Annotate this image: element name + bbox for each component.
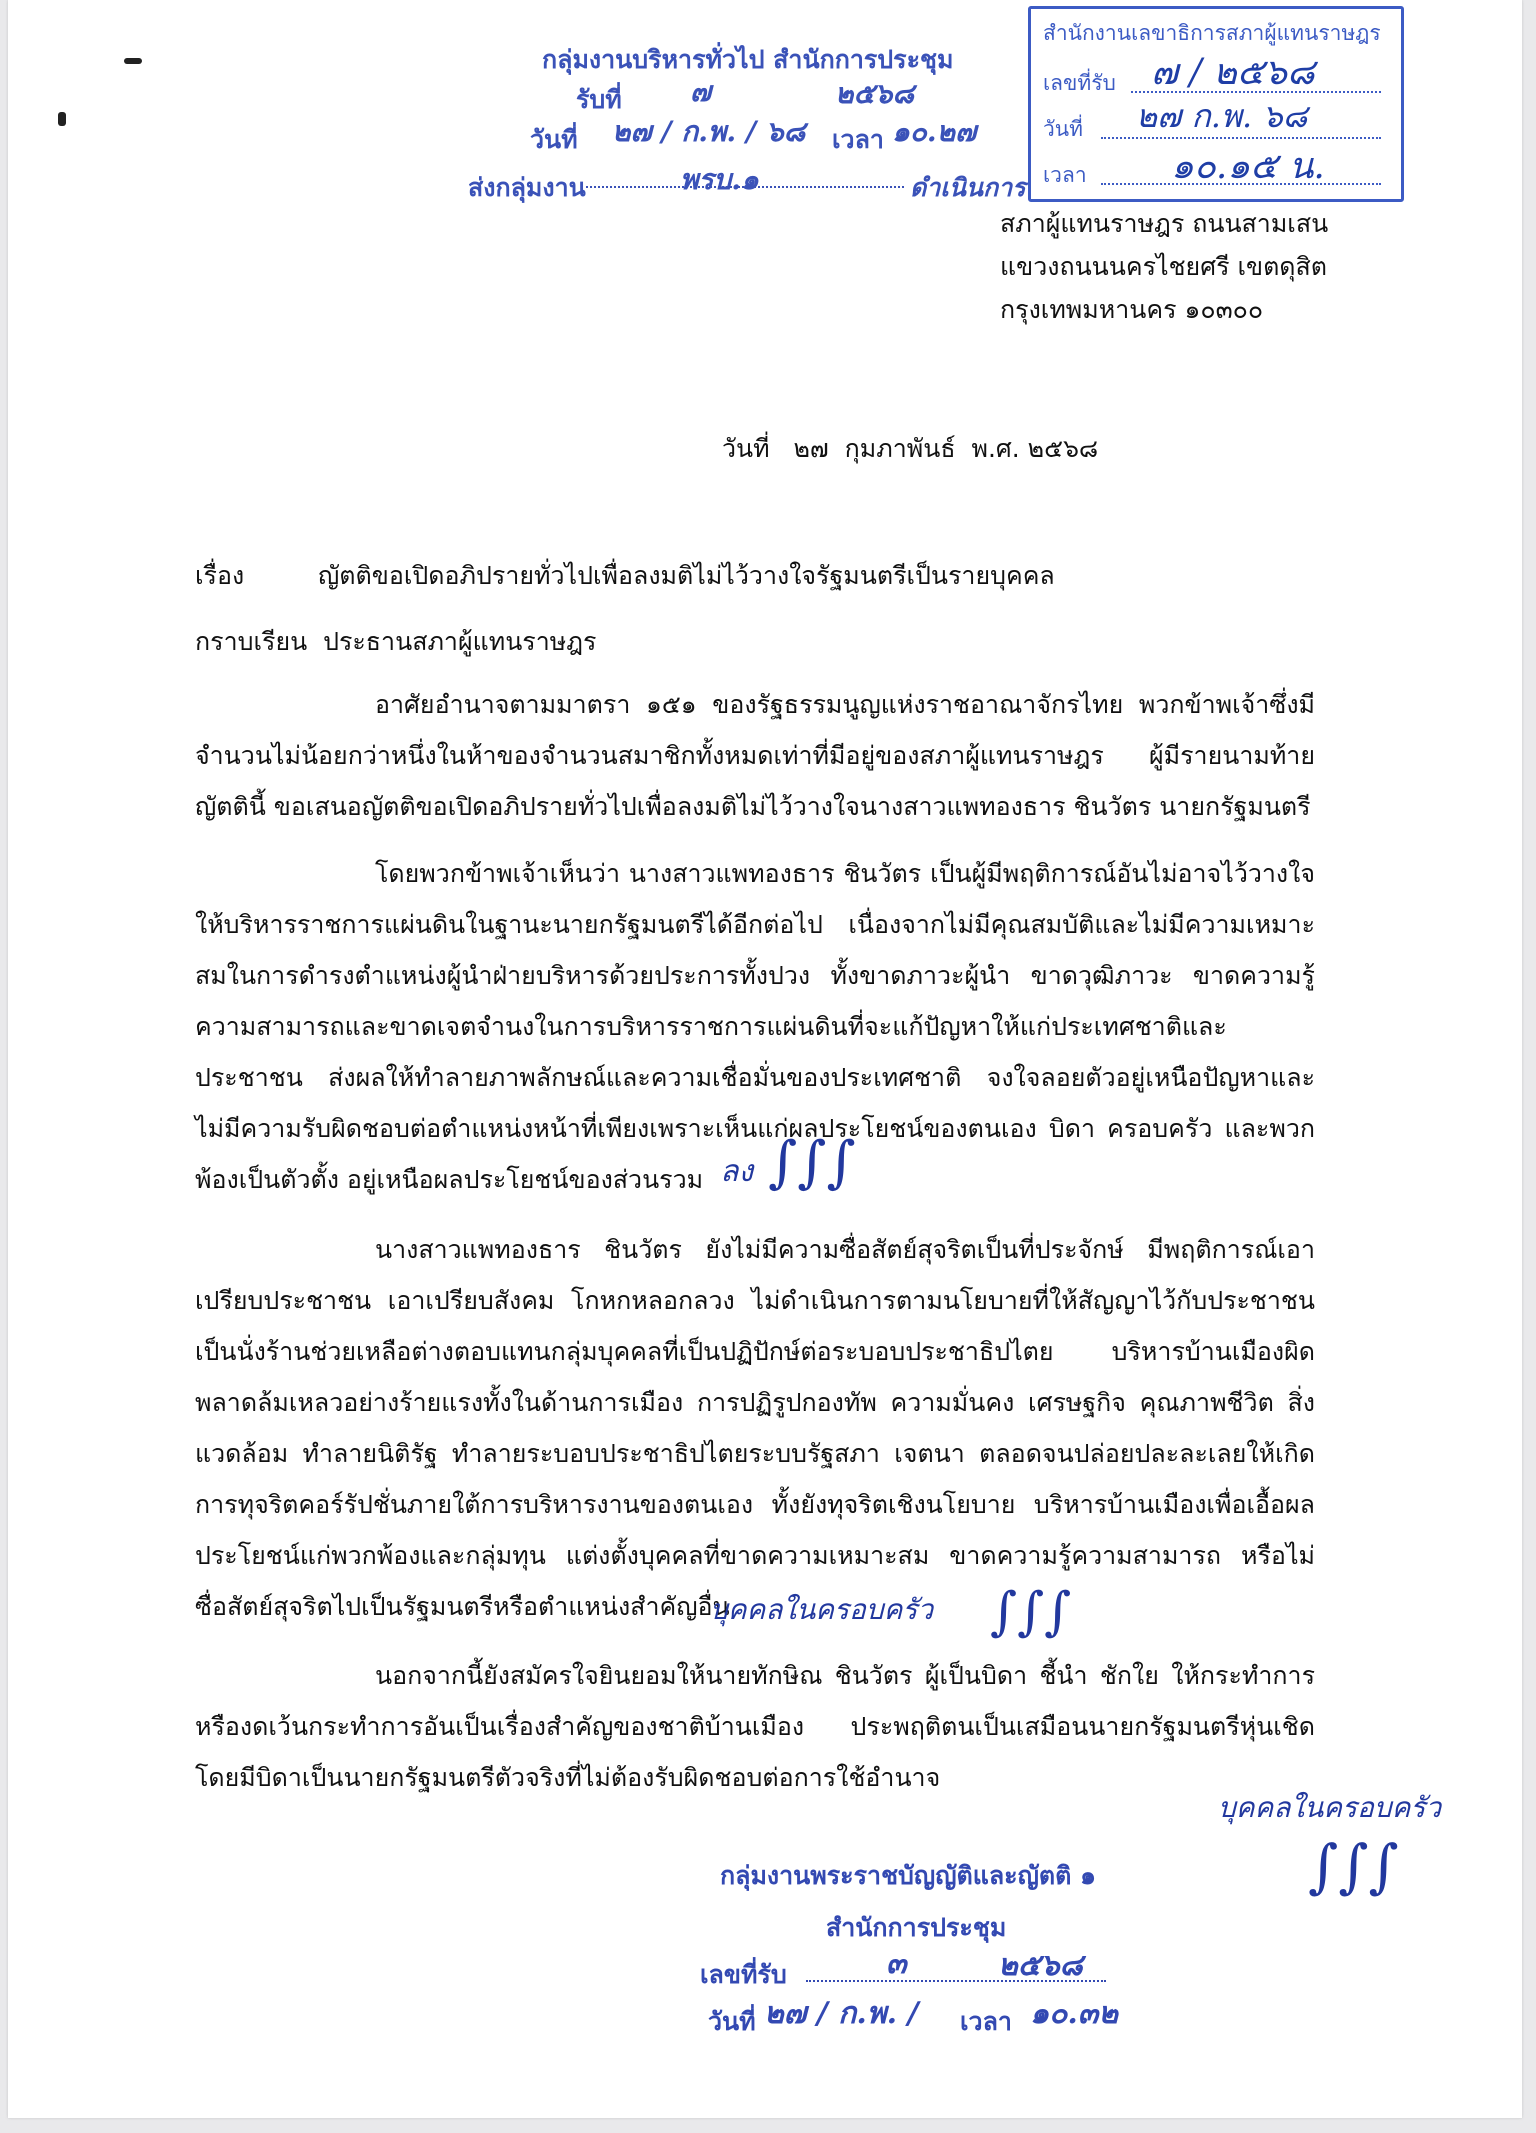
stamp-time-label: เวลา bbox=[960, 2007, 1012, 2036]
stamp-unit: กลุ่มงานพระราชบัญญัติและญัตติ ๑ bbox=[720, 1861, 1096, 1890]
letter-date: วันที่ ๒๗ กุมภาพันธ์ พ.ศ. ๒๕๖๘ bbox=[722, 434, 1099, 463]
stamp-action-label: ดำเนินการ bbox=[910, 173, 1026, 202]
receiving-stamp-secretariat bbox=[1028, 6, 1404, 202]
paragraph-2: โดยพวกข้าพเจ้าเห็นว่า นางสาวแพทองธาร ชินวัตร เป็นผู้มีพฤติการณ์อันไม่อาจไว้วางใจให้บริหารราชการแผ่นดินในฐานะนายกรัฐมนตรีได้อีกต่อไป เนื่องจากไม่มีคุณสมบัติและไม่มีความเหมาะสมในการดำรงตำแหน่งผู้นำฝ่ายบริหารด้วยประการทั้งปวง ทั้งขาดภาวะผู้นำ ขาดวุฒิภาวะ ขาดความรู้ความสามารถและขาดเจตจำนงในการบริหารราชการแผ่นดินที่จะแก้ปัญหาให้แก่ประเทศชาติและประชาชน ส่งผลให้ทำลายภาพลักษณ์และความเชื่อมั่นของประเทศชาติ จงใจลอยตัวอยู่เหนือปัญหาและไม่มีความรับผิดชอบต่อตำแหน่งหน้าที่เพียงเพราะเห็นแก่ผลประโยชน์ของตนเอง บิดา ครอบครัว และพวกพ้องเป็นตัวตั้ง อยู่เหนือผลประโยชน์ของส่วนรวม bbox=[195, 859, 1315, 1194]
stamp-receipt-year: ๒๕๖๘ bbox=[998, 1948, 1083, 1983]
initials-signature: ∫∫∫ bbox=[1308, 1832, 1399, 1900]
stamp-unit: กลุ่มงานบริหารทั่วไป สำนักการประชุม bbox=[542, 45, 954, 74]
stamp-receipt-no: ๗ bbox=[690, 75, 712, 108]
stamp-time-value: ๑๐.๒๗ bbox=[892, 115, 977, 148]
subject-label: เรื่อง bbox=[195, 561, 245, 590]
stamp-time-value: ๑๐.๓๒ bbox=[1030, 1996, 1119, 2031]
stamp-office: สำนักการประชุม bbox=[826, 1913, 1007, 1942]
punch-mark bbox=[58, 112, 66, 126]
stamp-receipt-label: รับที่ bbox=[576, 85, 622, 114]
stamp-receipt-label: เลขที่รับ bbox=[1043, 71, 1116, 95]
stamp-time-value: ๑๐.๑๕ น. bbox=[1171, 146, 1325, 187]
paragraph-4: นอกจากนี้ยังสมัครใจยินยอมให้นายทักษิณ ชินวัตร ผู้เป็นบิดา ชี้นำ ชักใย ให้กระทำการหรืองดเว้นกระทำการอันเป็นเรื่องสำคัญของชาติบ้านเมือง ประพฤติตนเป็นเสมือนนายกรัฐมนตรีหุ่นเชิด โดยมีบิดาเป็นนายกรัฐมนตรีตัวจริงที่ไม่ต้องรับผิดชอบต่อการใช้อำนาจ bbox=[195, 1661, 1315, 1792]
initials-signature: ∫∫∫ bbox=[990, 1582, 1072, 1642]
stamp-date-value: ๒๗ / ก.พ. / ๖๘ bbox=[612, 115, 806, 148]
address-line: แขวงถนนนครไชยศรี เขตดุสิต bbox=[1000, 252, 1328, 281]
stamp-date-label: วันที่ bbox=[530, 125, 578, 154]
initials-signature: ∫∫∫ bbox=[768, 1130, 856, 1195]
stamp-office: สำนักงานเลขาธิการสภาผู้แทนราษฎร bbox=[1043, 21, 1381, 45]
stamp-time-label: เวลา bbox=[1043, 163, 1087, 187]
stamp-receipt-no: ๓ bbox=[886, 1946, 907, 1981]
punch-mark bbox=[124, 58, 142, 64]
address-line: กรุงเทพมหานคร ๑๐๓๐๐ bbox=[1000, 295, 1264, 324]
paragraph-1: อาศัยอำนาจตามมาตรา ๑๕๑ ของรัฐธรรมนูญแห่งราชอาณาจักรไทย พวกข้าพเจ้าซึ่งมีจำนวนไม่น้อยกว่าหนึ่งในห้าของจำนวนสมาชิกทั้งหมดเท่าที่มีอยู่ของสภาผู้แทนราษฎร ผู้มีรายนามท้ายญัตตินี้ ขอเสนอญัตติขอเปิดอภิปรายทั่วไปเพื่อลงมติไม่ไว้วางใจนางสาวแพทองธาร ชินวัตร นายกรัฐมนตรี bbox=[195, 690, 1315, 821]
paragraph-3: นางสาวแพทองธาร ชินวัตร ยังไม่มีความซื่อสัตย์สุจริตเป็นที่ประจักษ์ มีพฤติการณ์เอาเปรียบประชาชน เอาเปรียบสังคม โกหกหลอกลวง ไม่ดำเนินการตามนโยบายที่ให้สัญญาไว้กับประชาชน เป็นนั่งร้านช่วยเหลือต่างตอบแทนกลุ่มบุคคลที่เป็นปฏิปักษ์ต่อระบอบประชาธิปไตย บริหารบ้านเมืองผิดพลาดล้มเหลวอย่างร้ายแรงทั้งในด้านการเมือง การปฏิรูปกองทัพ ความมั่นคง เศรษฐกิจ คุณภาพชีวิต สิ่งแวดล้อม ทำลายนิติรัฐ ทำลายระบอบประชาธิปไตยระบบรัฐสภา เจตนา ตลอดจนปล่อยปละละเลยให้เกิดการทุจริตคอร์รัปชั่นภายใต้การบริหารงานของตนเอง ทั้งยังทุจริตเชิงนโยบาย บริหารบ้านเมืองเพื่อเอื้อผลประโยชน์แก่พวกพ้องและกลุ่มทุน แต่งตั้งบุคคลที่ขาดความเหมาะสม ขาดความรู้ความสามารถ หรือไม่ซื่อสัตย์สุจริตไปเป็นรัฐมนตรีหรือตำแหน่งสำคัญอื่น bbox=[195, 1235, 1315, 1621]
subject-text: ญัตติขอเปิดอภิปรายทั่วไปเพื่อลงมติไม่ไว้วางใจรัฐมนตรีเป็นรายบุคคล bbox=[318, 561, 1055, 590]
handwritten-note: บุคคลในครอบครัว bbox=[710, 1593, 934, 1626]
stamp-time-label: เวลา bbox=[832, 125, 884, 154]
address-line: สภาผู้แทนราษฎร ถนนสามเสน bbox=[1000, 209, 1329, 238]
stamp-receipt-value: ๗ / ๒๕๖๘ bbox=[1151, 52, 1315, 93]
stamp-forward-value: พรบ.๑ bbox=[680, 163, 759, 196]
sender-address bbox=[1000, 202, 1328, 331]
handwritten-note: บุคคลในครอบครัว bbox=[1218, 1791, 1442, 1824]
stamp-date-label: วันที่ bbox=[708, 2007, 756, 2036]
stamp-date-value: ๒๗ / ก.พ. / bbox=[764, 1996, 919, 2031]
stamp-date-label: วันที่ bbox=[1043, 117, 1083, 141]
stamp-date-value: ๒๗ ก.พ. ๖๘ bbox=[1136, 97, 1308, 135]
stamp-receipt-year: ๒๕๖๘ bbox=[835, 77, 915, 110]
salutation: กราบเรียน ประธานสภาผู้แทนราษฎร bbox=[195, 627, 597, 656]
stamp-receipt-label: เลขที่รับ bbox=[700, 1960, 787, 1989]
initials-mark: ลง bbox=[720, 1154, 754, 1189]
stamp-forward-label: ส่งกลุ่มงาน bbox=[468, 173, 586, 202]
